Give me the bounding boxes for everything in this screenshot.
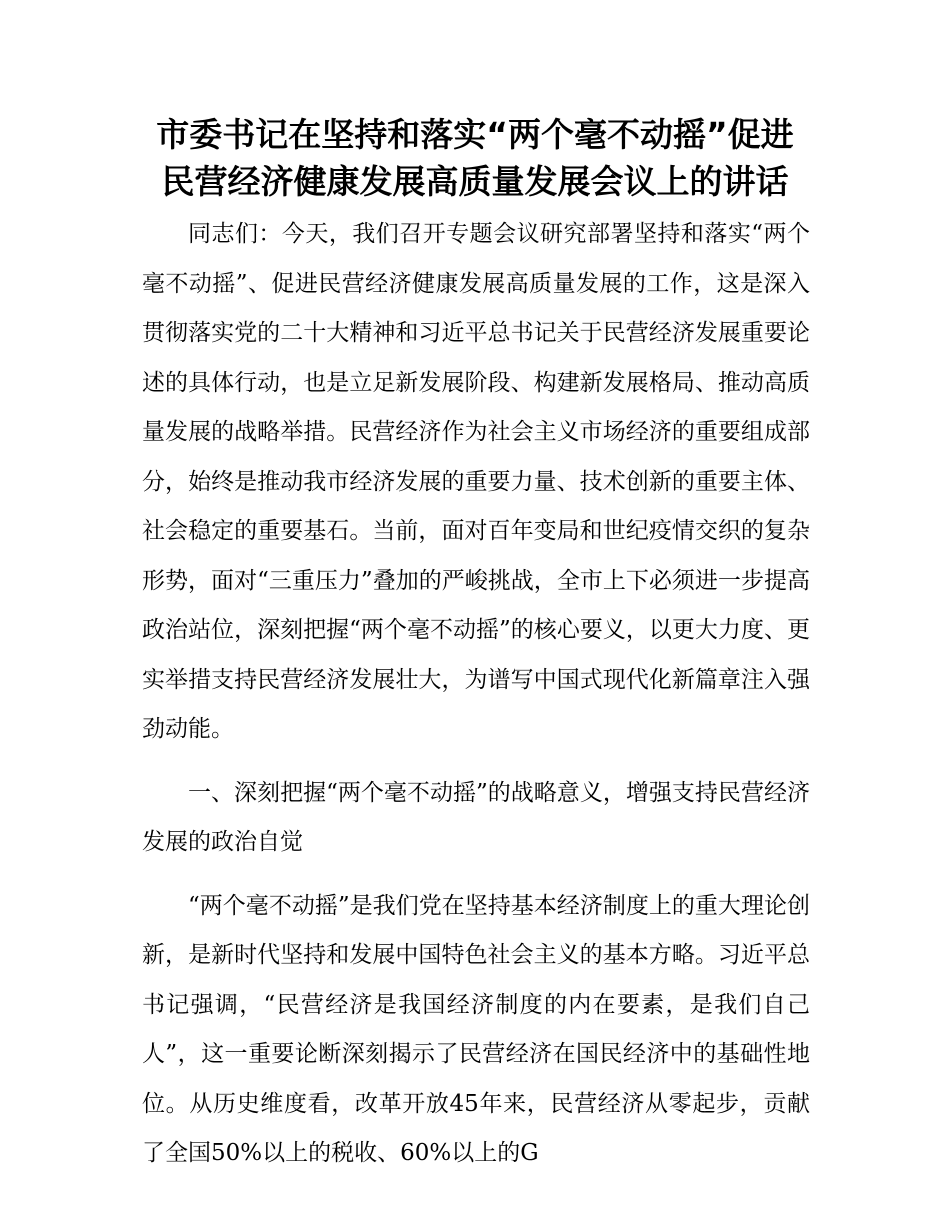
document-title-line-2: 民营经济健康发展高质量发展会议上的讲话 [161, 162, 789, 201]
opening-paragraph: 同志们：今天，我们召开专题会议研究部署坚持和落实“两个毫不动摇”、促进民营经济健康发展高质量发展的工作，这是深入贯彻落实党的二十大精神和习近平总书记关于民营经济发展重要论述的具体行动，也是立足新发展阶段、构建新发展格局、推动高质量发展的战略举措。民营经济作为社会主义市场经济的重要组成部分，始终是推动我市经济发展的重要力量、技术创新的重要主体、社会稳定的重要基石。当前，面对百年变局和世纪疫情交织的复杂形势，面对“三重压力”叠加的严峻挑战，全市上下必须进一步提高政治站位，深刻把握“两个毫不动摇”的核心要义，以更大力度、更实举措支持民营经济发展壮大，为谱写中国式现代化新篇章注入强劲动能。 [142, 221, 810, 742]
section-1-paragraph: “两个毫不动摇”是我们党在坚持基本经济制度上的重大理论创新，是新时代坚持和发展中国特色社会主义的基本方略。习近平总书记强调，“民营经济是我国经济制度的内在要素，是我们自己人”，这一重要论断深刻揭示了民营经济在国民经济中的基础性地位。从历史维度看，改革开放45年来，民营经济从零起步，贡献了全国50%以上的税收、60%以上的G [142, 892, 810, 1166]
section-heading-1: 一、深刻把握“两个毫不动摇”的战略意义，增强支持民营经济发展的政治自觉 [142, 779, 810, 855]
document-title-line-1: 市委书记在坚持和落实“两个毫不动摇”促进 [156, 115, 794, 154]
document-body [142, 210, 810, 1179]
